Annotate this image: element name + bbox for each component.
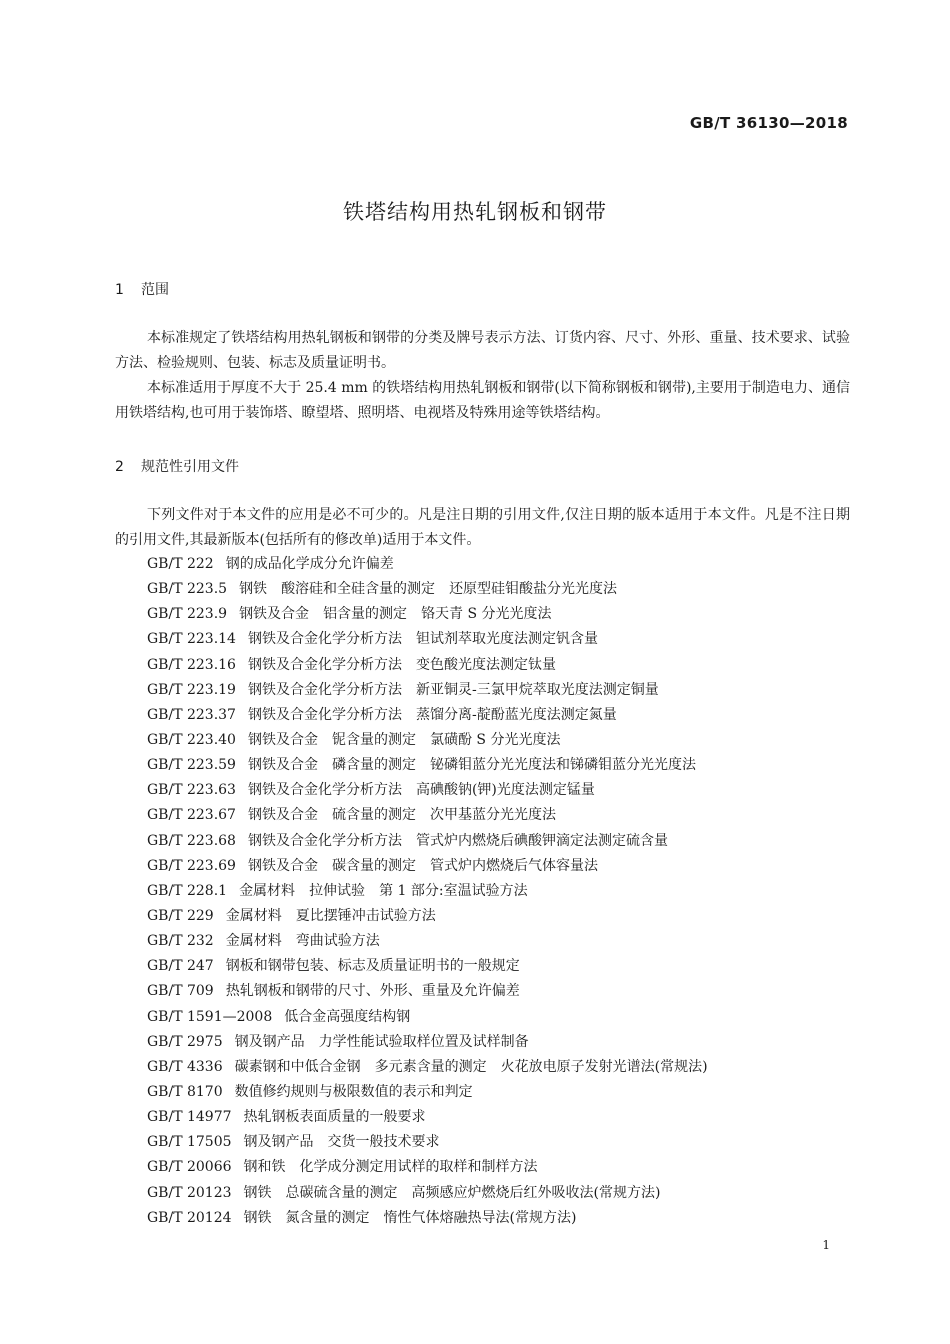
reference-title-part: 磷含量的测定 [331, 757, 416, 774]
reference-list [147, 552, 722, 1231]
reference-title-part: 酸溶硅和全硅含量的测定 [281, 581, 436, 598]
reference-title-part: 蒸馏分离-靛酚蓝光度法测定氮量 [415, 706, 617, 723]
section-number: 2 [115, 459, 124, 475]
reference-item [147, 627, 722, 652]
reference-title-part: 氮含量的测定 [285, 1209, 370, 1226]
reference-item [147, 577, 722, 602]
reference-code: GB/T 223.63 [147, 782, 236, 799]
reference-title-part: 数值修约规则与极限数值的表示和判定 [234, 1083, 473, 1100]
reference-item [147, 904, 722, 929]
reference-item [147, 803, 722, 828]
scope-paragraph-1: 本标准规定了铁塔结构用热轧钢板和钢带的分类及牌号表示方法、订货内容、尺寸、外形、重量、技术要求、试验方法、检验规则、包装、标志及质量证明书。 [115, 330, 850, 371]
references-intro-paragraph: 下列文件对于本文件的应用是必不可少的。凡是注日期的引用文件,仅注日期的版本适用于本文件。凡是不注日期的引用文件,其最新版本(包括所有的修改单)适用于本文件。 [115, 507, 850, 548]
reference-title-part: 管式炉内燃烧后气体容量法 [429, 857, 598, 874]
section-heading-scope [115, 279, 169, 299]
reference-title-part: 交货一般技术要求 [327, 1134, 440, 1151]
reference-title-part: 金属材料 [239, 882, 296, 899]
reference-title-part: 钢和铁 [243, 1159, 286, 1176]
reference-item [147, 1080, 722, 1105]
reference-title-part: 钢铁及合金 [247, 731, 318, 748]
reference-title-part: 金属材料 [225, 907, 282, 924]
reference-item [147, 1181, 722, 1206]
reference-title-part: 力学性能试验取样位置及试样制备 [318, 1033, 529, 1050]
reference-code: GB/T 223.5 [147, 581, 228, 598]
reference-item [147, 753, 722, 778]
reference-title-part: 铌含量的测定 [331, 731, 416, 748]
reference-item [147, 1206, 722, 1231]
reference-title-part: 还原型硅钼酸盐分光光度法 [449, 581, 618, 598]
reference-title-part: 碳含量的测定 [331, 857, 416, 874]
reference-title-part: 钢铁及合金化学分析方法 [247, 631, 402, 648]
reference-title-part: 火花放电原子发射光谱法(常规法) [500, 1058, 708, 1075]
reference-code: GB/T 4336 [147, 1058, 223, 1075]
reference-title-part: 变色酸光度法测定钛量 [415, 656, 556, 673]
reference-code: GB/T 223.68 [147, 832, 236, 849]
reference-item [147, 854, 722, 879]
reference-title-part: 钢铁 [243, 1184, 272, 1201]
reference-item [147, 1130, 722, 1155]
reference-title-part: 高碘酸钠(钾)光度法测定锰量 [415, 782, 595, 799]
document-title: 铁塔结构用热轧钢板和钢带 [343, 200, 607, 224]
reference-title-part: 钢铁及合金 [239, 606, 310, 623]
reference-code: GB/T 223.19 [147, 681, 236, 698]
reference-code: GB/T 223.67 [147, 807, 236, 824]
reference-item [147, 1055, 722, 1080]
reference-item [147, 829, 722, 854]
reference-title-part: 惰性气体熔融热导法(常规方法) [383, 1209, 577, 1226]
reference-title-part: 钢铁及合金化学分析方法 [247, 706, 402, 723]
reference-item [147, 879, 722, 904]
reference-code: GB/T 20123 [147, 1184, 232, 1201]
reference-title-part: 钢铁及合金化学分析方法 [247, 656, 402, 673]
reference-title-part: 钢及钢产品 [243, 1134, 314, 1151]
reference-item [147, 1155, 722, 1180]
reference-title-part: 钢铁 [239, 581, 268, 598]
reference-title-part: 弯曲试验方法 [295, 933, 380, 950]
reference-title-part: 总碳硫含量的测定 [285, 1184, 398, 1201]
reference-code: GB/T 8170 [147, 1083, 223, 1100]
section-title: 规范性引用文件 [141, 459, 239, 475]
reference-title-part: 管式炉内燃烧后碘酸钾滴定法测定硫含量 [415, 832, 668, 849]
reference-title-part: 钢铁 [243, 1209, 272, 1226]
reference-title-part: 钢铁及合金化学分析方法 [247, 681, 402, 698]
reference-title-part: 钢铁及合金 [247, 807, 318, 824]
reference-code: GB/T 223.16 [147, 656, 236, 673]
reference-title-part: 钢铁及合金 [247, 757, 318, 774]
section-title: 范围 [141, 282, 169, 298]
reference-item [147, 602, 722, 627]
reference-title-part: 钢的成品化学成分允许偏差 [225, 556, 394, 572]
reference-code: GB/T 223.9 [147, 606, 228, 623]
reference-item [147, 979, 722, 1004]
reference-code: GB/T 228.1 [147, 882, 228, 899]
standard-number: GB/T 36130—2018 [689, 114, 848, 132]
reference-title-part: 氯磺酚 S 分光光度法 [429, 731, 561, 748]
reference-title-part: 热轧钢板和钢带的尺寸、外形、重量及允许偏差 [225, 983, 520, 1000]
reference-code: GB/T 1591—2008 [147, 1008, 273, 1025]
page-number: 1 [822, 1238, 830, 1252]
section-number: 1 [115, 282, 124, 298]
reference-title-part: 铝含量的测定 [323, 606, 408, 623]
section-heading-normative-references [115, 456, 239, 476]
reference-item [147, 653, 722, 678]
reference-item [147, 929, 722, 954]
reference-item [147, 1005, 722, 1030]
reference-title-part: 第 1 部分:室温试验方法 [379, 882, 528, 899]
reference-title-part: 硫含量的测定 [331, 807, 416, 824]
reference-code: GB/T 14977 [147, 1109, 232, 1126]
reference-code: GB/T 20066 [147, 1159, 232, 1176]
reference-code: GB/T 222 [147, 556, 214, 572]
reference-title-part: 钽试剂萃取光度法测定钒含量 [415, 631, 598, 648]
reference-item [147, 678, 722, 703]
reference-title-part: 钢铁及合金 [247, 857, 318, 874]
reference-code: GB/T 247 [147, 958, 214, 975]
reference-title-part: 钢铁及合金化学分析方法 [247, 782, 402, 799]
reference-title-part: 钢及钢产品 [234, 1033, 305, 1050]
reference-title-part: 低合金高强度结构钢 [284, 1008, 411, 1025]
reference-code: GB/T 17505 [147, 1134, 232, 1151]
reference-title-part: 多元素含量的测定 [374, 1058, 487, 1075]
scope-paragraph-2: 本标准适用于厚度不大于 25.4 mm 的铁塔结构用热轧钢板和钢带(以下简称钢板和钢带),主要用于制造电力、通信用铁塔结构,也可用于装饰塔、瞭望塔、照明塔、电视塔及特殊用途等铁塔结构。 [115, 380, 850, 421]
reference-item [147, 1105, 722, 1130]
reference-title-part: 钢板和钢带包装、标志及质量证明书的一般规定 [225, 958, 520, 975]
reference-code: GB/T 232 [147, 933, 214, 950]
reference-title-part: 金属材料 [225, 933, 282, 950]
reference-code: GB/T 229 [147, 907, 214, 924]
reference-code: GB/T 223.14 [147, 631, 236, 648]
reference-title-part: 碳素钢和中低合金钢 [234, 1058, 361, 1075]
reference-title-part: 拉伸试验 [309, 882, 366, 899]
reference-code: GB/T 223.59 [147, 757, 236, 774]
reference-title-part: 钢铁及合金化学分析方法 [247, 832, 402, 849]
reference-title-part: 铋磷钼蓝分光光度法和锑磷钼蓝分光光度法 [429, 757, 696, 774]
reference-code: GB/T 223.40 [147, 731, 236, 748]
reference-item [147, 954, 722, 979]
reference-item [147, 1030, 722, 1055]
reference-item [147, 703, 722, 728]
reference-title-part: 夏比摆锤冲击试验方法 [295, 907, 436, 924]
reference-title-part: 高频感应炉燃烧后红外吸收法(常规方法) [411, 1184, 661, 1201]
reference-title-part: 化学成分测定用试样的取样和制样方法 [299, 1159, 538, 1176]
reference-item [147, 552, 722, 577]
reference-code: GB/T 20124 [147, 1209, 232, 1226]
reference-title-part: 次甲基蓝分光光度法 [429, 807, 556, 824]
reference-code: GB/T 223.69 [147, 857, 236, 874]
reference-title-part: 热轧钢板表面质量的一般要求 [243, 1109, 426, 1126]
reference-code: GB/T 2975 [147, 1033, 223, 1050]
reference-title-part: 新亚铜灵-三氯甲烷萃取光度法测定铜量 [415, 681, 659, 698]
reference-item [147, 778, 722, 803]
reference-code: GB/T 709 [147, 983, 214, 1000]
reference-item [147, 728, 722, 753]
reference-code: GB/T 223.37 [147, 706, 236, 723]
reference-title-part: 铬天青 S 分光光度法 [421, 606, 552, 623]
